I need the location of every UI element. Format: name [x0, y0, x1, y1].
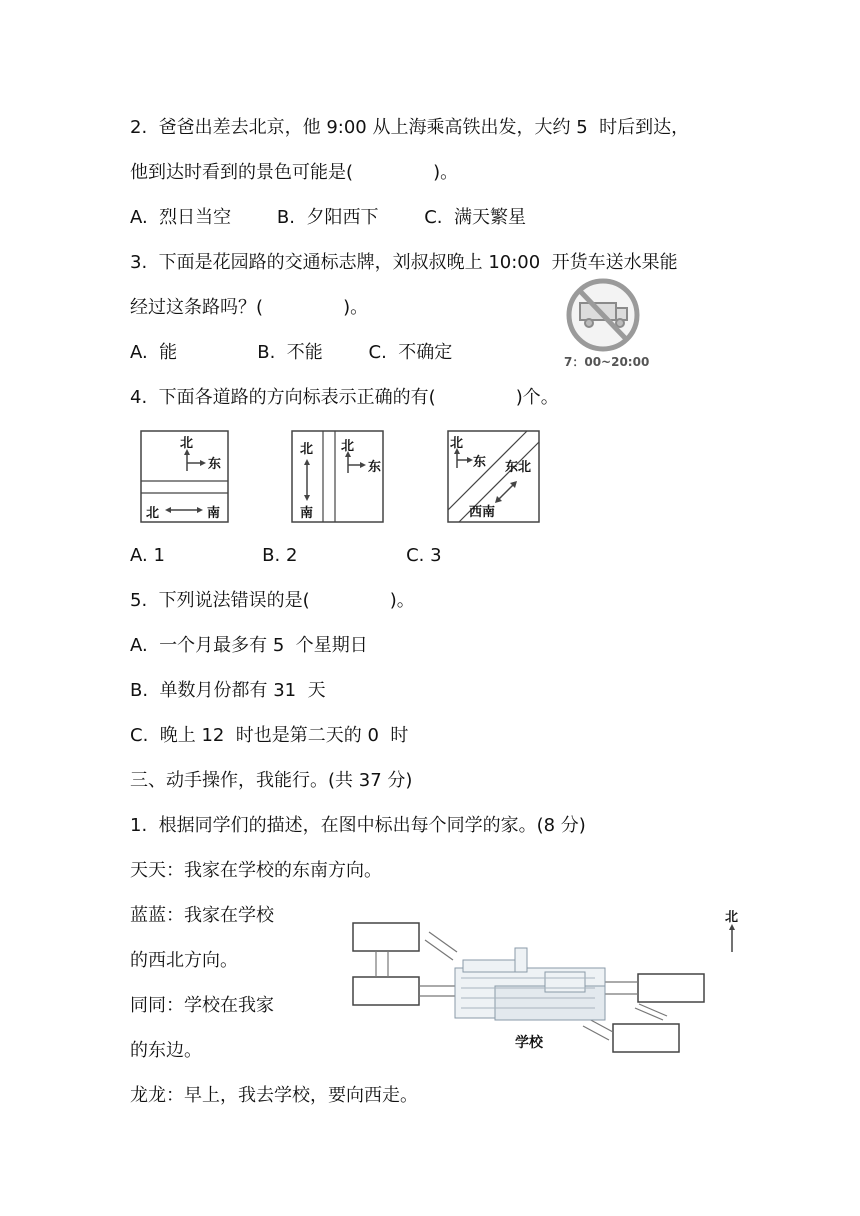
- fig3-north: 北: [450, 436, 464, 451]
- fig1-north: 北: [180, 436, 194, 451]
- lanlan-desc-line1: 蓝蓝：我家在学校: [130, 905, 274, 926]
- fig3-label-xinan: 西南: [469, 505, 496, 520]
- tongtong-desc-line2: 的东边。: [130, 1040, 202, 1061]
- longlong-desc: 龙龙：早上，我去学校，要向西走。: [130, 1085, 418, 1106]
- section3-q1-stem: 1. 根据同学们的描述，在图中标出每个同学的家。(8 分): [130, 815, 586, 836]
- answer-box-southeast: [613, 1024, 679, 1052]
- tiantian-desc: 天天：我家在学校的东南方向。: [130, 860, 382, 881]
- tongtong-desc-line1: 同同：学校在我家: [130, 995, 274, 1016]
- answer-box-northwest: [353, 923, 419, 951]
- section3-title: 三、动手操作，我能行。(共 37 分): [130, 770, 413, 791]
- q3-stem-line1: 3. 下面是花园路的交通标志牌，刘叔叔晚上 10:00 开货车送水果能: [130, 252, 678, 273]
- fig3-east: 东: [473, 455, 487, 470]
- fig2-east: 东: [368, 460, 382, 475]
- road-figure-3: [447, 430, 541, 524]
- q4-stem: 4. 下面各道路的方向标表示正确的有( )个。: [130, 387, 559, 408]
- fig1-east: 东: [208, 457, 222, 472]
- answer-box-east: [638, 974, 704, 1002]
- q2-stem-line2: 他到达时看到的景色可能是( )。: [130, 162, 459, 183]
- q3-options: A. 能 B. 不能 C. 不确定: [130, 342, 453, 363]
- road-figure-1: [140, 430, 230, 524]
- q3-stem-line2: 经过这条路吗？( )。: [130, 297, 369, 318]
- answer-box-west: [353, 977, 419, 1005]
- q5-option-a: A. 一个月最多有 5 个星期日: [130, 635, 368, 656]
- school-label: 学校: [515, 1035, 543, 1051]
- sign-caption: 7：00~20:00: [564, 355, 650, 369]
- school-building-icon: [455, 948, 605, 1020]
- q2-stem-line1: 2. 爸爸出差去北京，他 9:00 从上海乘高铁出发，大约 5 时后到达，: [130, 117, 690, 138]
- q5-option-c: C. 晚上 12 时也是第二天的 0 时: [130, 725, 409, 746]
- road-figure-2: [291, 430, 385, 524]
- fig2-bottom-left: 南: [300, 506, 314, 521]
- map-north-label: 北: [725, 910, 739, 925]
- q4-options: A. 1 B. 2 C. 3: [130, 545, 442, 566]
- q5-option-b: B. 单数月份都有 31 天: [130, 680, 326, 701]
- fig2-north: 北: [341, 439, 355, 454]
- no-truck-sign: [562, 275, 652, 375]
- fig2-top-left: 北: [300, 442, 314, 457]
- fig1-bottom-left: 北: [146, 506, 160, 521]
- lanlan-desc-line2: 的西北方向。: [130, 950, 238, 971]
- q2-options: A. 烈日当空 B. 夕阳西下 C. 满天繁星: [130, 207, 526, 228]
- q5-stem: 5. 下列说法错误的是( )。: [130, 590, 415, 611]
- school-map: [345, 900, 745, 1060]
- fig3-label-dongbei: 东北: [505, 460, 532, 475]
- fig1-bottom-right: 南: [207, 506, 221, 521]
